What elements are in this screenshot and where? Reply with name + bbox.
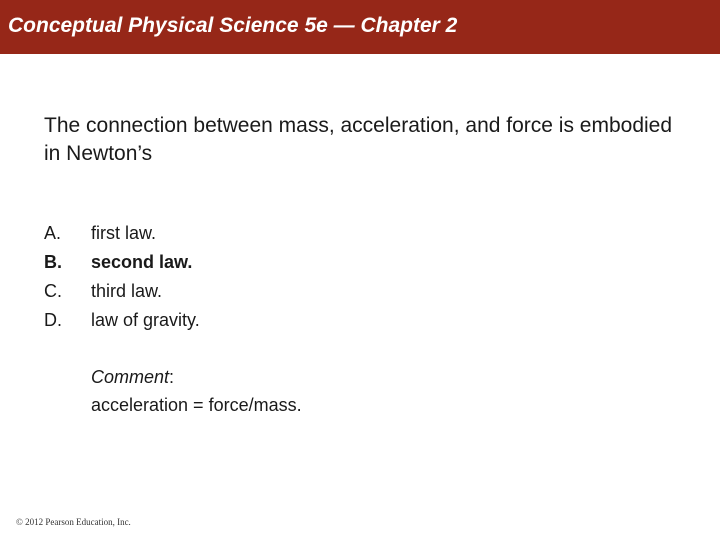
option-letter: D. bbox=[44, 310, 62, 330]
option-text: third law. bbox=[91, 281, 163, 301]
comment-label: Comment bbox=[91, 367, 170, 387]
option-letter: B. bbox=[44, 252, 62, 272]
answer-options bbox=[44, 219, 200, 335]
option-d bbox=[44, 306, 200, 335]
option-letter: C. bbox=[44, 281, 62, 301]
copyright-notice: © 2012 Pearson Education, Inc. bbox=[16, 517, 131, 527]
option-b bbox=[44, 248, 200, 277]
option-letter: A. bbox=[44, 223, 62, 243]
comment-text: acceleration = force/mass. bbox=[91, 395, 302, 415]
option-text: first law. bbox=[91, 223, 157, 243]
option-text: law of gravity. bbox=[91, 310, 200, 330]
comment-block bbox=[91, 363, 302, 419]
option-text: second law. bbox=[91, 252, 193, 272]
slide-title: Conceptual Physical Science 5e — Chapter 2 bbox=[8, 14, 458, 37]
comment-label-suffix: : bbox=[169, 367, 175, 387]
comment-heading bbox=[91, 363, 302, 391]
option-a bbox=[44, 219, 200, 248]
option-c bbox=[44, 277, 200, 306]
header-bar bbox=[0, 0, 720, 54]
question-text: The connection between mass, acceleration, and force is embodied in Newton’s bbox=[44, 114, 673, 165]
